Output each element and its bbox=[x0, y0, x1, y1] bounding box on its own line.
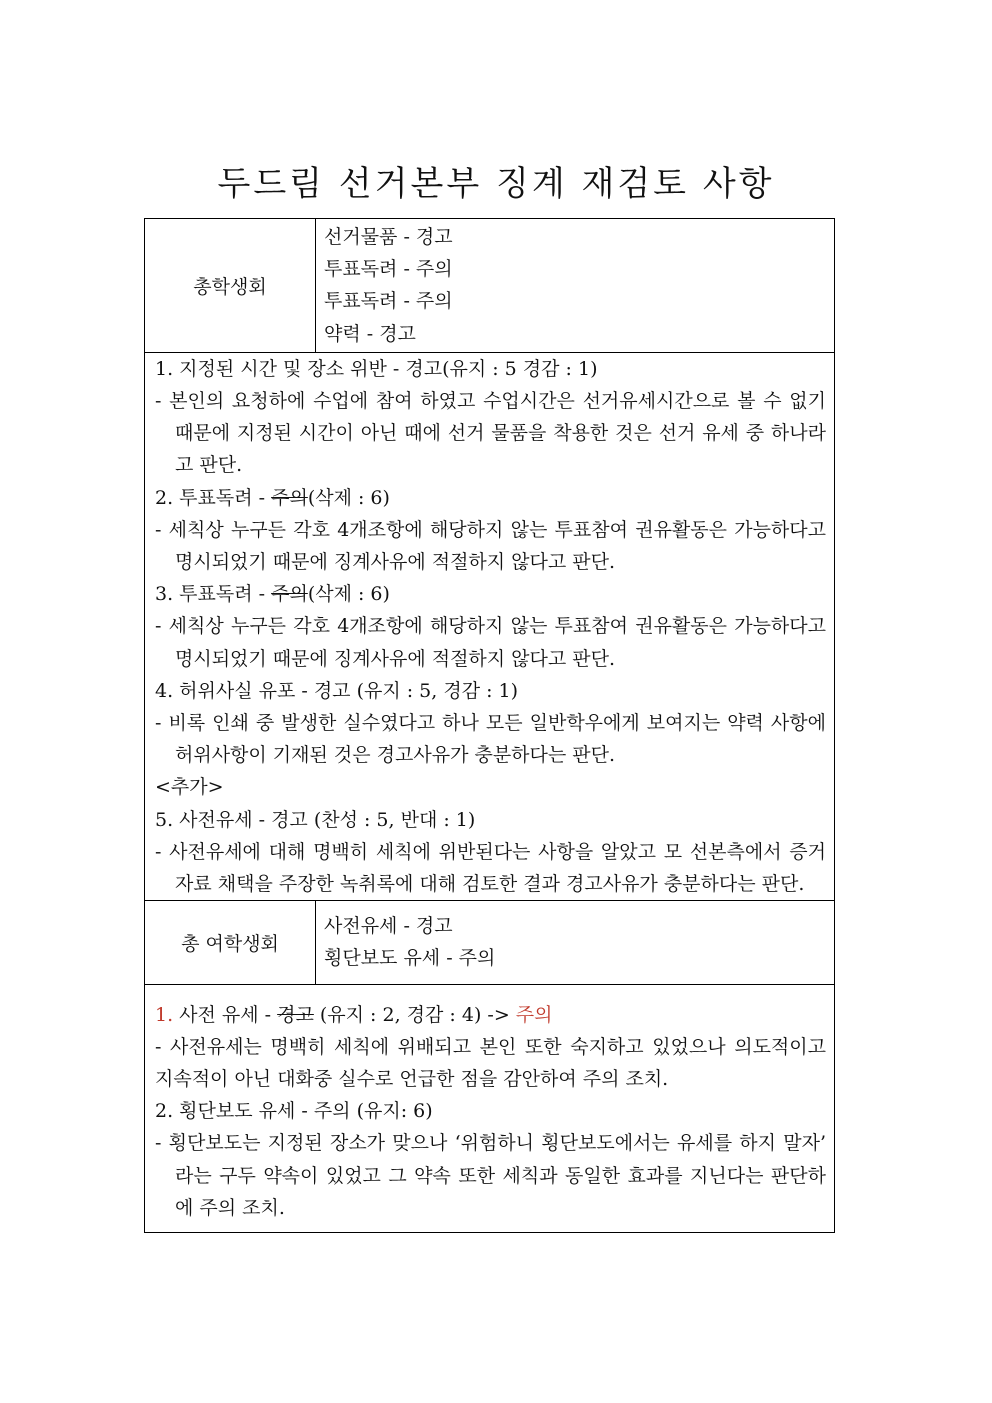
item-reason: - 세칙상 누구든 각호 4개조항에 해당하지 않는 투표참여 권유활동은 가능하다고 명시되었기 때문에 징계사유에 적절하지 않다고 판단. bbox=[155, 518, 826, 573]
summary-line: 횡단보도 유세 - 주의 bbox=[324, 947, 496, 970]
section2-summary bbox=[316, 901, 835, 984]
item-heading-prefix: 2. 투표독려 - bbox=[155, 486, 272, 509]
section1-detail-row bbox=[145, 352, 835, 900]
struck-penalty: 주의 bbox=[271, 486, 308, 509]
item-reason: - 세칙상 누구든 각호 4개조항에 해당하지 않는 투표참여 권유활동은 가능하다고 명시되었기 때문에 징계사유에 적절하지 않다고 판단. bbox=[155, 615, 826, 670]
section2-details bbox=[145, 984, 835, 1232]
item-heading-suffix: (유지 : 2, 경감 : 4) -> bbox=[313, 1003, 516, 1026]
section1-label: 총학생회 bbox=[145, 219, 316, 353]
item-reason: - 사전유세는 명백히 세칙에 위배되고 본인 또한 숙지하고 있었으나 의도적이고 지속적이 아닌 대화중 실수로 언급한 점을 감안하여 주의 조치. bbox=[155, 1035, 826, 1090]
struck-penalty: 경고 bbox=[277, 1003, 314, 1026]
item-reason: - 사전유세에 대해 명백히 세칙에 위반된다는 사항을 알았고 모 선본측에서 증거자료 채택을 주장한 녹취록에 대해 검토한 결과 경고사유가 충분하다는 판단. bbox=[155, 840, 826, 895]
section1-details bbox=[145, 352, 835, 900]
summary-line: 선거물품 - 경고 bbox=[324, 226, 453, 248]
item-heading: 4. 허위사실 유포 - 경고 (유지 : 5, 경감 : 1) bbox=[155, 679, 519, 702]
item-heading bbox=[155, 482, 826, 514]
item-heading bbox=[155, 578, 826, 610]
summary-line: 약력 - 경고 bbox=[324, 322, 416, 345]
item-reason: - 비록 인쇄 중 발생한 실수였다고 하나 모든 일반학우에게 보여지는 약력 사항에 허위사항이 기재된 것은 경고사유가 충분하다는 판단. bbox=[155, 711, 826, 767]
section2-detail-row bbox=[145, 984, 835, 1232]
section1-summary-row bbox=[145, 219, 835, 353]
item-heading-prefix: 사전 유세 - bbox=[173, 1003, 278, 1026]
revised-penalty: 주의 bbox=[515, 1003, 553, 1026]
item-heading-suffix: (삭제 : 6) bbox=[307, 486, 390, 509]
item-reason: - 본인의 요청하에 수업에 참여 하였고 수업시간은 선거유세시간으로 볼 수 없기 때문에 지정된 시간이 아닌 때에 선거 물품을 착용한 것은 선거 유세 중 하나라고 판단. bbox=[155, 389, 826, 477]
item-heading: 5. 사전유세 - 경고 (찬성 : 5, 반대 : 1) bbox=[155, 808, 476, 831]
item-reason: - 횡단보도는 지정된 장소가 맞으나 ‘위험하니 횡단보도에서는 유세를 하지 말자’ 라는 구두 약속이 있었고 그 약속 또한 세칙과 동일한 효과를 지닌다는 판단하에 주의 조치. bbox=[155, 1132, 826, 1219]
addition-note: <추가> bbox=[155, 776, 224, 799]
item-heading: 1. 지정된 시간 및 장소 위반 - 경고(유지 : 5 경감 : 1) bbox=[155, 357, 598, 380]
item-heading bbox=[155, 999, 826, 1031]
summary-line: 투표독려 - 주의 bbox=[324, 290, 453, 313]
item-heading-suffix: (삭제 : 6) bbox=[307, 583, 390, 606]
item-heading-prefix: 3. 투표독려 - bbox=[155, 583, 272, 606]
item-number: 1. bbox=[155, 1003, 174, 1026]
section2-summary-row bbox=[145, 901, 835, 984]
section2-label: 총 여학생회 bbox=[145, 901, 316, 984]
item-heading: 2. 횡단보도 유세 - 주의 (유지: 6) bbox=[155, 1100, 433, 1123]
page-title: 두드림 선거본부 징계 재검토 사항 bbox=[217, 164, 775, 204]
section1-summary bbox=[316, 219, 835, 353]
struck-penalty: 주의 bbox=[271, 583, 308, 606]
summary-line: 투표독려 - 주의 bbox=[324, 258, 453, 281]
review-table bbox=[144, 218, 835, 1233]
summary-line: 사전유세 - 경고 bbox=[324, 915, 453, 938]
